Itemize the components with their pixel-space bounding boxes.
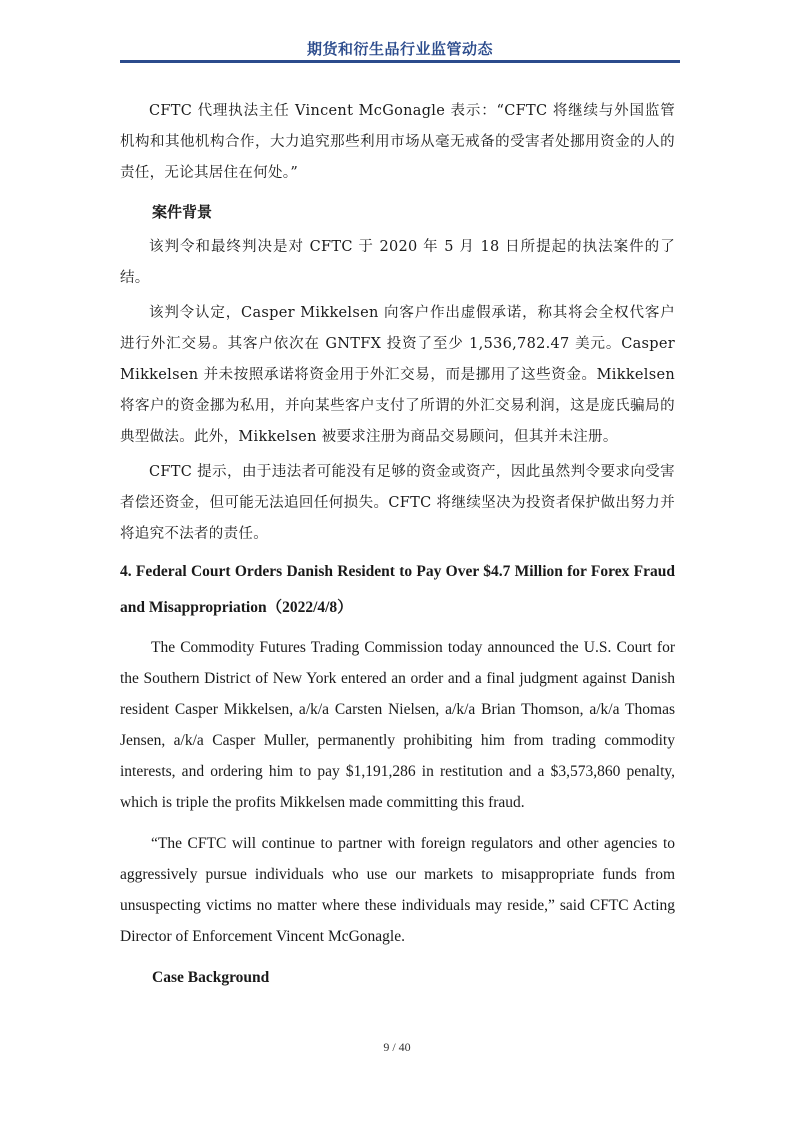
page-number: 9 / 40 xyxy=(383,1040,411,1054)
quote-paragraph-en: “The CFTC will continue to partner with foreign regulators and other agencies to aggressively pursue individuals who use our markets to misappropriate funds from unsuspecting victims no matter where these individuals may reside,” said CFTC Acting Director of Enforcement Vincent McGonagle. xyxy=(120,835,675,945)
article-title-en: 4. Federal Court Orders Danish Resident to Pay Over $4.7 Million for Forex Fraud and Misappropriation（2022/4/8） xyxy=(120,563,675,616)
page-content xyxy=(120,96,675,993)
quote-paragraph-cn: CFTC 代理执法主任 Vincent McGonagle 表示：“CFTC 将继续与外国监管机构和其他机构合作，大力追究那些利用市场从毫无戒备的受害者处挪用资金的人的责任，无论其居住在何处。” xyxy=(120,103,675,181)
running-header: 期货和衍生品行业监管动态 xyxy=(306,40,493,58)
case-background-heading-cn: 案件背景 xyxy=(152,203,213,221)
header-divider xyxy=(120,60,680,63)
announcement-paragraph-en: The Commodity Futures Trading Commission today announced the U.S. Court for the Southern District of New York entered an order and a final judgment against Danish resident Casper Mikkelsen, a/k/a Carsten Nielsen, a/k/a Brian Thomson, a/k/a Thomas Jensen, a/k/a Casper Muller, permanently prohibiting him from trading commodity interests, and ordering him to pay $1,191,286 in restitution and a $3,573,860 penalty, which is triple the profits Mikkelsen made committing this fraud. xyxy=(120,639,675,811)
case-background-heading-en: Case Background xyxy=(152,969,270,986)
findings-paragraph-cn: 该判令认定，Casper Mikkelsen 向客户作出虚假承诺，称其将会全权代客户进行外汇交易。其客户依次在 GNTFX 投资了至少 1,536,782.47 美元。Casper Mikkelsen 并未按照承诺将资金用于外汇交易，而是挪用了这些资金。Mikkelsen 将客户的资金挪为私用，并向某些客户支付了所谓的外汇交易利润，这是庞氏骗局的典型做法。此外，Mikkelsen 被要求注册为商品交易顾问，但其并未注册。 xyxy=(120,305,675,445)
judgment-paragraph-cn: 该判令和最终判决是对 CFTC 于 2020 年 5 月 18 日所提起的执法案件的了结。 xyxy=(120,239,675,286)
warning-paragraph-cn: CFTC 提示，由于违法者可能没有足够的资金或资产，因此虽然判令要求向受害者偿还资金，但可能无法追回任何损失。CFTC 将继续坚决为投资者保护做出努力并将追究不法者的责任。 xyxy=(120,464,675,542)
